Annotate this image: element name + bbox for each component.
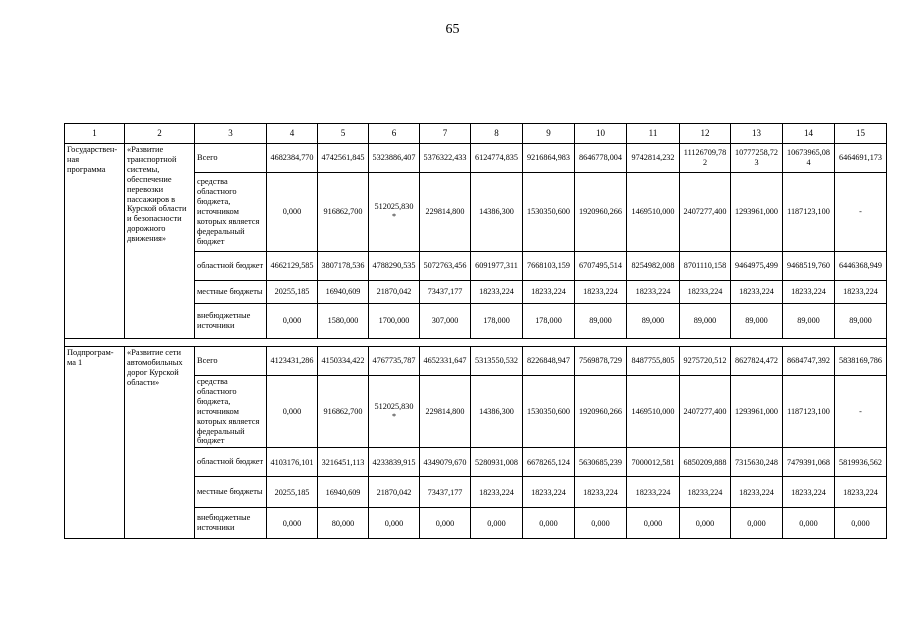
value-cell: 89,000 [680, 304, 731, 339]
value-cell: 6091977,311 [471, 252, 523, 281]
value-cell: 4150334,422 [318, 347, 369, 376]
value-cell: 0,000 [267, 173, 318, 252]
value-cell: 178,000 [523, 304, 575, 339]
value-cell: 89,000 [575, 304, 627, 339]
value-cell: 0,000 [523, 508, 575, 539]
value-cell: 0,000 [835, 508, 887, 539]
value-cell: 18233,224 [731, 281, 783, 304]
value-cell: 8701110,158 [680, 252, 731, 281]
value-cell: 1469510,000 [627, 376, 680, 448]
table-row [65, 144, 887, 173]
funding-source-cell: Всего [195, 144, 267, 173]
value-cell: 4652331,647 [420, 347, 471, 376]
value-cell: 0,000 [369, 508, 420, 539]
value-cell: 5630685,239 [575, 448, 627, 477]
value-cell: 73437,177 [420, 281, 471, 304]
value-cell: 80,000 [318, 508, 369, 539]
value-cell: 5313550,532 [471, 347, 523, 376]
value-cell: - [835, 376, 887, 448]
value-cell: 1920960,266 [575, 376, 627, 448]
value-cell: 6707495,514 [575, 252, 627, 281]
value-cell: 9464975,499 [731, 252, 783, 281]
value-cell: 8646778,004 [575, 144, 627, 173]
value-cell: 8254982,008 [627, 252, 680, 281]
value-cell: 73437,177 [420, 477, 471, 508]
header-cell: 8 [471, 124, 523, 144]
value-cell: - [835, 173, 887, 252]
funding-source-cell: местные бюджеты [195, 281, 267, 304]
separator-cell [65, 339, 887, 347]
value-cell: 0,000 [471, 508, 523, 539]
value-cell: 18233,224 [575, 281, 627, 304]
value-cell: 7479391,068 [783, 448, 835, 477]
value-cell: 9216864,983 [523, 144, 575, 173]
value-cell: 89,000 [731, 304, 783, 339]
header-cell: 9 [523, 124, 575, 144]
value-cell: 1700,000 [369, 304, 420, 339]
value-cell: 18233,224 [575, 477, 627, 508]
value-cell: 5280931,008 [471, 448, 523, 477]
value-cell: 1580,000 [318, 304, 369, 339]
value-cell: 0,000 [420, 508, 471, 539]
value-cell: 18233,224 [680, 281, 731, 304]
header-cell: 5 [318, 124, 369, 144]
funding-source-cell: Всего [195, 347, 267, 376]
value-cell: 9742814,232 [627, 144, 680, 173]
value-cell: 4742561,845 [318, 144, 369, 173]
value-cell: 4662129,585 [267, 252, 318, 281]
header-cell: 11 [627, 124, 680, 144]
value-cell: 18233,224 [835, 281, 887, 304]
value-cell: 14386,300 [471, 376, 523, 448]
value-cell: 6124774,835 [471, 144, 523, 173]
value-cell: 512025,830 * [369, 376, 420, 448]
value-cell: 7000012,581 [627, 448, 680, 477]
header-cell: 1 [65, 124, 125, 144]
funding-source-cell: местные бюджеты [195, 477, 267, 508]
value-cell: 5376322,433 [420, 144, 471, 173]
value-cell: 4682384,770 [267, 144, 318, 173]
header-cell: 2 [125, 124, 195, 144]
program-type-cell: Государствен- ная программа [65, 144, 125, 339]
funding-source-cell: областной бюджет [195, 252, 267, 281]
value-cell: 5819936,562 [835, 448, 887, 477]
value-cell: 16940,609 [318, 477, 369, 508]
program-name-cell: «Развитие транспортной системы, обеспечение перевозки пассажиров в Курской области и безопасности дорожного движения» [125, 144, 195, 339]
table-row [65, 347, 887, 376]
value-cell: 1469510,000 [627, 173, 680, 252]
value-cell: 6446368,949 [835, 252, 887, 281]
funding-source-cell: средства областного бюджета, источником которых является федеральный бюджет [195, 376, 267, 448]
value-cell: 0,000 [680, 508, 731, 539]
value-cell: 8627824,472 [731, 347, 783, 376]
value-cell: 512025,830 * [369, 173, 420, 252]
program-name-cell: «Развитие сети автомобильных дорог Курской области» [125, 347, 195, 539]
value-cell: 6850209,888 [680, 448, 731, 477]
value-cell: 8684747,392 [783, 347, 835, 376]
value-cell: 4349079,670 [420, 448, 471, 477]
value-cell: 9468519,760 [783, 252, 835, 281]
header-cell: 15 [835, 124, 887, 144]
header-cell: 12 [680, 124, 731, 144]
value-cell: 2407277,400 [680, 173, 731, 252]
value-cell: 89,000 [627, 304, 680, 339]
value-cell: 89,000 [835, 304, 887, 339]
value-cell: 18233,224 [783, 477, 835, 508]
value-cell: 18233,224 [627, 477, 680, 508]
header-row [65, 124, 887, 144]
table-header [65, 124, 887, 144]
value-cell: 18233,224 [471, 477, 523, 508]
value-cell: 1293961,000 [731, 376, 783, 448]
value-cell: 6464691,173 [835, 144, 887, 173]
value-cell: 18233,224 [523, 281, 575, 304]
header-cell: 3 [195, 124, 267, 144]
value-cell: 11126709,782 [680, 144, 731, 173]
value-cell: 3807178,536 [318, 252, 369, 281]
value-cell: 18233,224 [835, 477, 887, 508]
value-cell: 1187123,100 [783, 173, 835, 252]
value-cell: 0,000 [627, 508, 680, 539]
value-cell: 4788290,535 [369, 252, 420, 281]
value-cell: 18233,224 [523, 477, 575, 508]
value-cell: 18233,224 [471, 281, 523, 304]
value-cell: 3216451,113 [318, 448, 369, 477]
value-cell: 5838169,786 [835, 347, 887, 376]
value-cell: 916862,700 [318, 173, 369, 252]
value-cell: 4123431,286 [267, 347, 318, 376]
value-cell: 5072763,456 [420, 252, 471, 281]
value-cell: 0,000 [267, 376, 318, 448]
value-cell: 89,000 [783, 304, 835, 339]
value-cell: 21870,042 [369, 281, 420, 304]
page-number: 65 [445, 22, 460, 37]
funding-source-cell: внебюджетные источники [195, 304, 267, 339]
program-type-cell: Подпрограм- ма 1 [65, 347, 125, 539]
header-cell: 14 [783, 124, 835, 144]
value-cell: 10777258,723 [731, 144, 783, 173]
value-cell: 16940,609 [318, 281, 369, 304]
value-cell: 4233839,915 [369, 448, 420, 477]
value-cell: 9275720,512 [680, 347, 731, 376]
value-cell: 0,000 [575, 508, 627, 539]
table-body [65, 144, 887, 539]
value-cell: 229814,800 [420, 173, 471, 252]
value-cell: 1920960,266 [575, 173, 627, 252]
value-cell: 14386,300 [471, 173, 523, 252]
value-cell: 1530350,600 [523, 173, 575, 252]
funding-source-cell: областной бюджет [195, 448, 267, 477]
value-cell: 21870,042 [369, 477, 420, 508]
value-cell: 0,000 [267, 304, 318, 339]
header-cell: 4 [267, 124, 318, 144]
value-cell: 10673965,084 [783, 144, 835, 173]
value-cell: 18233,224 [627, 281, 680, 304]
header-cell: 6 [369, 124, 420, 144]
value-cell: 7315630,248 [731, 448, 783, 477]
value-cell: 307,000 [420, 304, 471, 339]
header-cell: 10 [575, 124, 627, 144]
value-cell: 5323886,407 [369, 144, 420, 173]
value-cell: 20255,185 [267, 477, 318, 508]
value-cell: 7668103,159 [523, 252, 575, 281]
block-separator [65, 339, 887, 347]
value-cell: 916862,700 [318, 376, 369, 448]
value-cell: 0,000 [731, 508, 783, 539]
value-cell: 229814,800 [420, 376, 471, 448]
value-cell: 18233,224 [680, 477, 731, 508]
value-cell: 6678265,124 [523, 448, 575, 477]
value-cell: 1187123,100 [783, 376, 835, 448]
value-cell: 0,000 [267, 508, 318, 539]
value-cell: 8487755,805 [627, 347, 680, 376]
header-cell: 7 [420, 124, 471, 144]
funding-source-cell: внебюджетные источники [195, 508, 267, 539]
funding-source-cell: средства областного бюджета, источником которых является федеральный бюджет [195, 173, 267, 252]
value-cell: 2407277,400 [680, 376, 731, 448]
budget-table [64, 123, 887, 539]
value-cell: 7569878,729 [575, 347, 627, 376]
value-cell: 4103176,101 [267, 448, 318, 477]
header-cell: 13 [731, 124, 783, 144]
value-cell: 8226848,947 [523, 347, 575, 376]
value-cell: 0,000 [783, 508, 835, 539]
value-cell: 1293961,000 [731, 173, 783, 252]
value-cell: 20255,185 [267, 281, 318, 304]
value-cell: 18233,224 [783, 281, 835, 304]
value-cell: 178,000 [471, 304, 523, 339]
value-cell: 18233,224 [731, 477, 783, 508]
value-cell: 4767735,787 [369, 347, 420, 376]
value-cell: 1530350,600 [523, 376, 575, 448]
